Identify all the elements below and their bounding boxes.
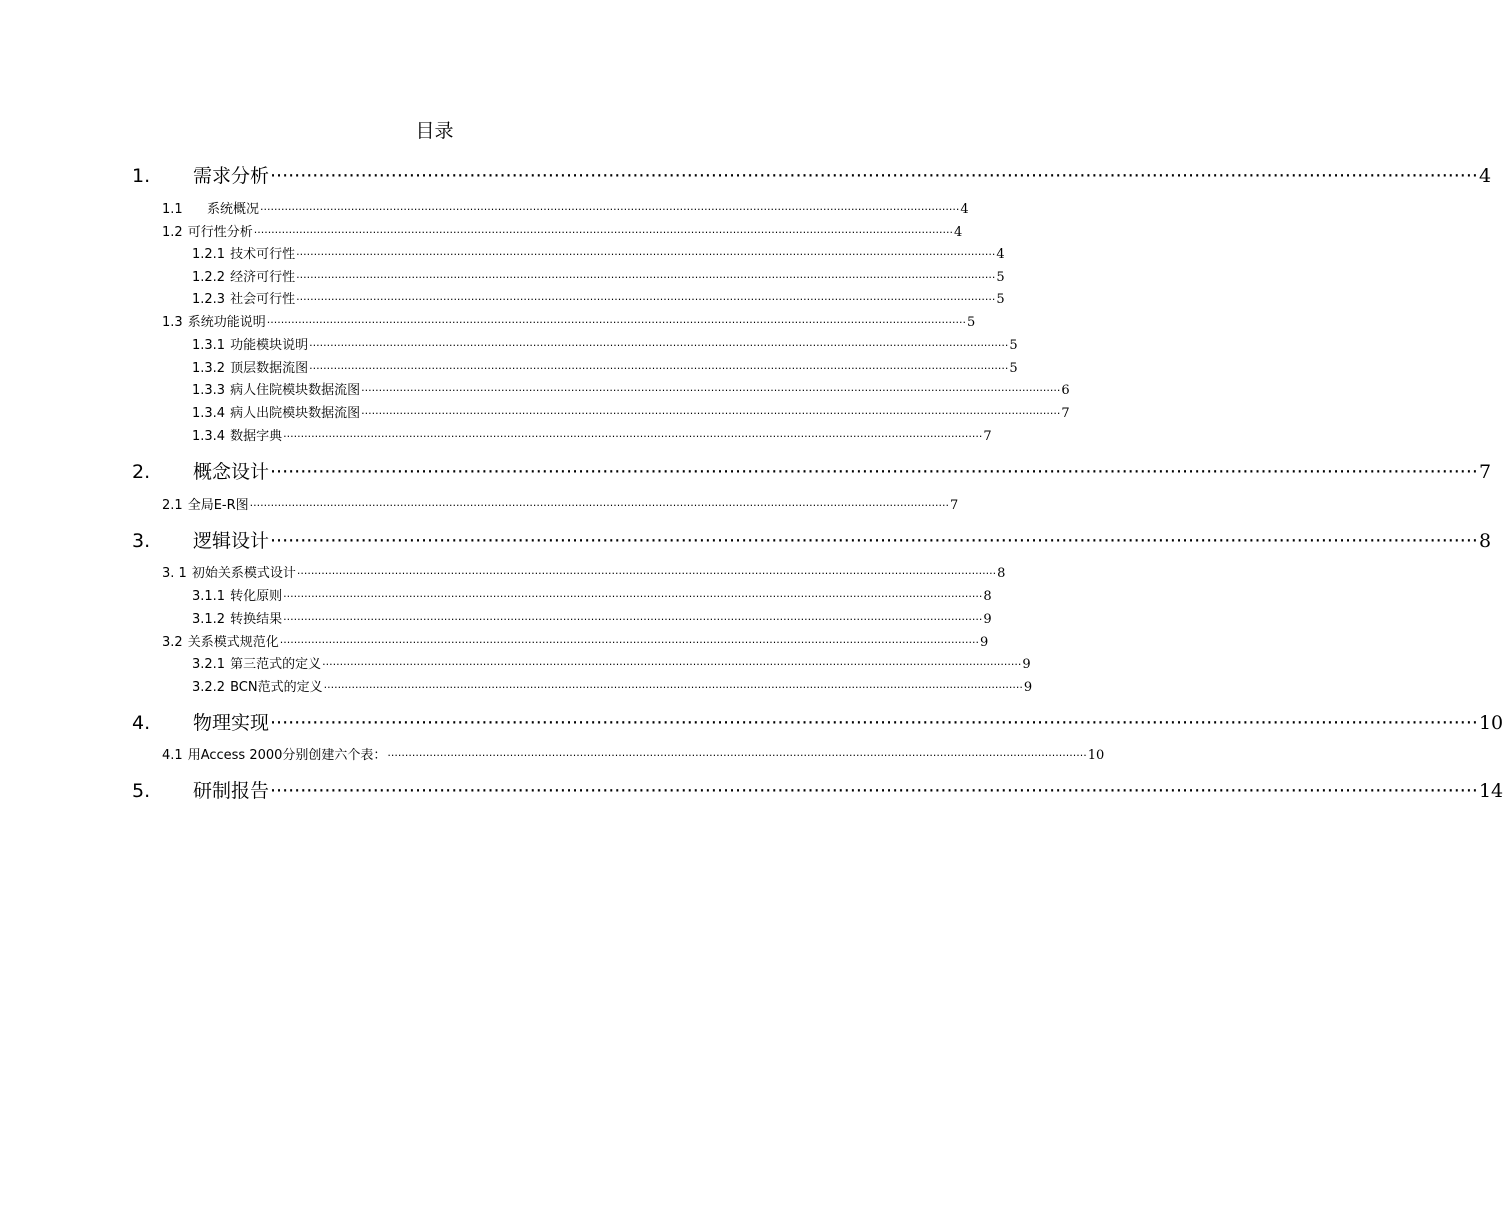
toc-entry[interactable] [132,457,1492,484]
toc-entry-page: 5 [967,315,976,330]
toc-entry-text: 系统功能说明 [187,315,266,330]
toc-leader-dots: ········································································································································································································ [270,461,1478,483]
toc-entry[interactable] [162,494,959,513]
toc-entry-page: 4 [954,225,963,240]
toc-title: 目录 [415,120,454,142]
toc-leader-dots: ········································································································································································································ [387,749,1087,762]
toc-entry-page: 7 [949,498,959,513]
toc-entry[interactable] [192,357,1018,376]
toc-entry-page: 6 [1061,383,1070,398]
toc-leader-dots: ········································································································································································································ [283,613,983,626]
toc-leader-dots: ········································································································································································································ [296,567,997,580]
toc-entry-number: 1.3.1 [192,338,226,353]
toc-leader-dots: ········································································································································································································ [323,681,1023,694]
toc-entry-text: 数据字典 [230,429,283,444]
toc-entry-text: 经济可行性 [230,270,296,285]
toc-entry[interactable] [192,653,1031,672]
toc-entry[interactable] [192,288,1005,307]
toc-leader-dots: ········································································································································································································ [361,384,1061,397]
toc-entry-text: 顶层数据流图 [230,361,309,376]
toc-leader-dots: ········································································································································································································ [296,293,996,306]
toc-entry-page: 9 [983,612,992,627]
toc-entry-text: BCN范式的定义 [230,680,323,695]
toc-entry-page: 9 [980,635,989,650]
toc-entry-page: 7 [1478,461,1492,483]
toc-entry-number: 3. [132,530,151,552]
toc-entry-page: 4 [960,202,969,217]
toc-entry-page: 9 [1022,657,1031,672]
toc-entry[interactable] [192,608,992,627]
toc-entry-number: 1.1 [162,202,183,217]
toc-entry[interactable] [162,198,969,217]
toc-entry-text: 技术可行性 [230,247,296,262]
toc-entry-text: 需求分析 [193,165,270,187]
toc-entry[interactable] [192,585,992,604]
toc-entry[interactable] [192,676,1033,695]
toc-entry-number: 1.2.3 [192,292,226,307]
toc-entry-number: 3.2.2 [192,680,226,695]
toc-leader-dots: ········································································································································································································ [249,499,949,512]
toc-entry-text: 转换结果 [230,612,283,627]
toc-entry[interactable] [162,221,963,240]
toc-entry-number: 3.1.1 [192,589,226,604]
toc-entry[interactable] [162,562,1006,581]
toc-entry-page: 5 [996,270,1005,285]
toc-entry-number: 3.2 [162,635,183,650]
toc-leader-dots: ········································································································································································································ [322,658,1022,671]
toc-entry-page: 8 [983,589,992,604]
toc-leader-dots: ········································································································································································································ [296,248,996,261]
toc-leader-dots: ········································································································································································································ [361,407,1061,420]
toc-entry-number: 4. [132,712,151,734]
toc-entry-number: 1.2.2 [192,270,226,285]
toc-entry-number: 5. [132,780,151,802]
toc-entry-text: 关系模式规范化 [187,635,279,650]
toc-entry-text: 用Access 2000分别创建六个表： [187,748,387,763]
toc-entry-number: 1.2 [162,225,183,240]
toc-entry-number: 1.3.3 [192,383,226,398]
toc-entry-text: 功能模块说明 [230,338,309,353]
toc-entry-text: 病人住院模块数据流图 [230,383,361,398]
toc-entry-text: 社会可行性 [230,292,296,307]
toc-entry-number: 2.1 [162,498,183,513]
toc-entry-number: 1.3.4 [192,406,226,421]
toc-leader-dots: ········································································································································································································ [253,226,954,239]
toc-entry-number: 3.1.2 [192,612,226,627]
toc-entry-page: 5 [1009,338,1018,353]
toc-entry-number: 1.2.1 [192,247,226,262]
toc-entry-number: 3. 1 [162,566,187,581]
toc-leader-dots: ········································································································································································································ [296,271,996,284]
toc-leader-dots: ········································································································································································································ [279,636,980,649]
toc-entry-page: 4 [1478,165,1492,187]
toc-entry[interactable] [132,708,1503,735]
toc-entry[interactable] [132,776,1503,803]
toc-entry-number: 1.3.4 [192,429,226,444]
toc-entry-number: 1.3 [162,315,183,330]
toc-entry-page: 7 [983,429,992,444]
toc-entry-page: 9 [1023,680,1033,695]
toc-leader-dots: ········································································································································································································ [270,780,1478,802]
toc-entry-text: 全局E-R图 [187,498,249,513]
toc-entry-text: 系统概况 [207,202,260,217]
toc-entry-page: 4 [996,247,1005,262]
toc-entry[interactable] [192,266,1005,285]
toc-entry-page: 5 [1009,361,1018,376]
toc-entry-text: 物理实现 [193,712,270,734]
toc-entry[interactable] [132,161,1492,188]
toc-entry[interactable] [192,402,1070,421]
toc-entry-page: 10 [1087,748,1105,763]
toc-entry-text: 概念设计 [193,461,270,483]
toc-entry-text: 研制报告 [193,780,270,802]
toc-entry[interactable] [132,526,1492,553]
toc-entry[interactable] [162,631,989,650]
toc-entry-text: 第三范式的定义 [230,657,322,672]
toc-leader-dots: ········································································································································································································ [266,316,967,329]
toc-entry-page: 14 [1478,780,1503,802]
toc-entry-page: 8 [1478,530,1492,552]
toc-entry-page: 5 [996,292,1005,307]
toc-leader-dots: ········································································································································································································ [260,203,960,216]
toc-entry-number: 1.3.2 [192,361,226,376]
toc-entry-number: 2. [132,461,151,483]
toc-entry-page: 7 [1061,406,1070,421]
toc-entry-text: 转化原则 [230,589,283,604]
toc-entry[interactable] [192,379,1070,398]
toc-leader-dots: ········································································································································································································ [283,590,983,603]
toc-leader-dots: ········································································································································································································ [309,362,1009,375]
toc-entry-number: 3.2.1 [192,657,226,672]
toc-entry[interactable] [162,744,1105,763]
toc-leader-dots: ········································································································································································································ [283,430,983,443]
toc-entry-text: 可行性分析 [187,225,253,240]
toc-entry[interactable] [192,425,992,444]
toc-entry-page: 10 [1478,712,1503,734]
toc-entry-text: 初始关系模式设计 [191,566,296,581]
toc-entry-text: 逻辑设计 [193,530,270,552]
toc-entry-page: 8 [997,566,1006,581]
toc-leader-dots: ········································································································································································································ [270,712,1478,734]
toc-entry-number: 1. [132,165,151,187]
toc-leader-dots: ········································································································································································································ [270,530,1478,552]
toc-entry[interactable] [162,311,976,330]
toc-entry[interactable] [192,334,1018,353]
toc-entry-number: 4.1 [162,748,183,763]
toc-leader-dots: ········································································································································································································ [309,339,1009,352]
toc-entry[interactable] [192,243,1005,262]
toc-entry-text: 病人出院模块数据流图 [230,406,361,421]
toc-leader-dots: ········································································································································································································ [270,165,1478,187]
